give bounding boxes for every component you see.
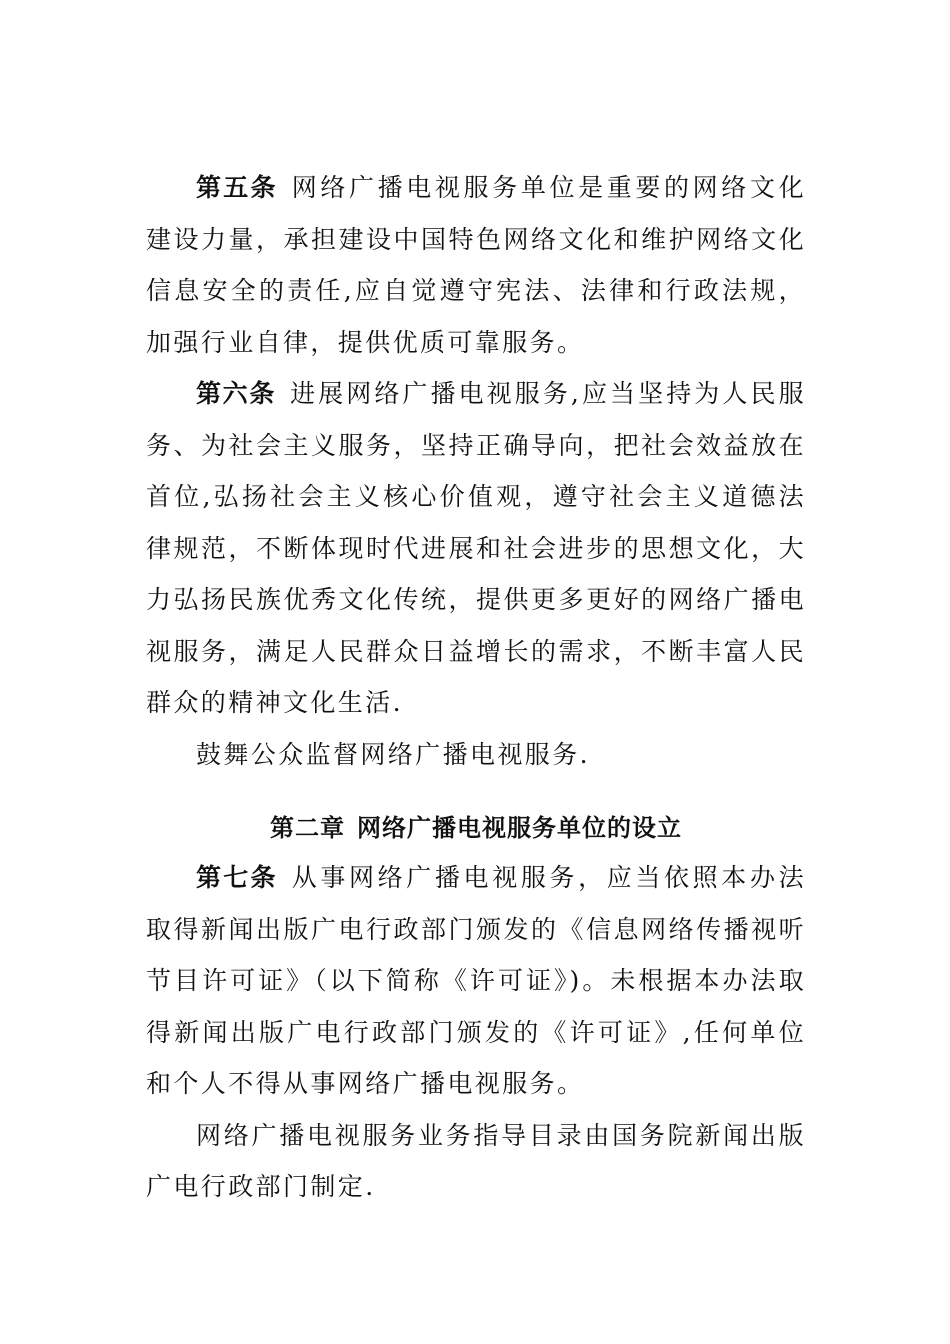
chapter-title: 网络广播电视服务单位的设立	[357, 814, 682, 842]
chapter-number: 第二章	[270, 814, 345, 842]
article-text: 网络广播电视服务单位是重要的网络文化建设力量，承担建设中国特色网络文化和维护网络文化信息安全的责任,应自觉遵守宪法、法律和行政法规，加强行业自律，提供优质可靠服务。	[146, 173, 806, 357]
article-5	[146, 162, 806, 368]
document-body	[146, 162, 806, 1213]
article-number: 第七条	[196, 863, 278, 892]
article-number: 第五条	[196, 173, 278, 202]
article-6	[146, 368, 806, 729]
chapter-heading	[146, 808, 806, 848]
paragraph-public-supervision: 鼓舞公众监督网络广播电视服务.	[196, 739, 590, 769]
paragraph-business-catalog: 网络广播电视服务业务指导目录由国务院新闻出版广电行政部门制定.	[146, 1120, 806, 1201]
article-number: 第六条	[196, 379, 277, 408]
article-7	[146, 852, 806, 1110]
article-text: 进展网络广播电视服务,应当坚持为人民服务、为社会主义服务，坚持正确导向，把社会效益放在首位,弘扬社会主义核心价值观，遵守社会主义道德法律规范，不断体现时代进展和社会进步的思想文化，大力弘扬民族优秀文化传统，提供更多更好的网络广播电视服务，满足人民群众日益增长的需求，不断丰富人民群众的精神文化生活.	[146, 379, 806, 717]
article-text: 从事网络广播电视服务，应当依照本办法取得新闻出版广电行政部门颁发的《信息网络传播视听节目许可证》（以下简称《许可证》)。未根据本办法取得新闻出版广电行政部门颁发的《许可证》,任何单位和个人不得从事网络广播电视服务。	[146, 863, 806, 1098]
